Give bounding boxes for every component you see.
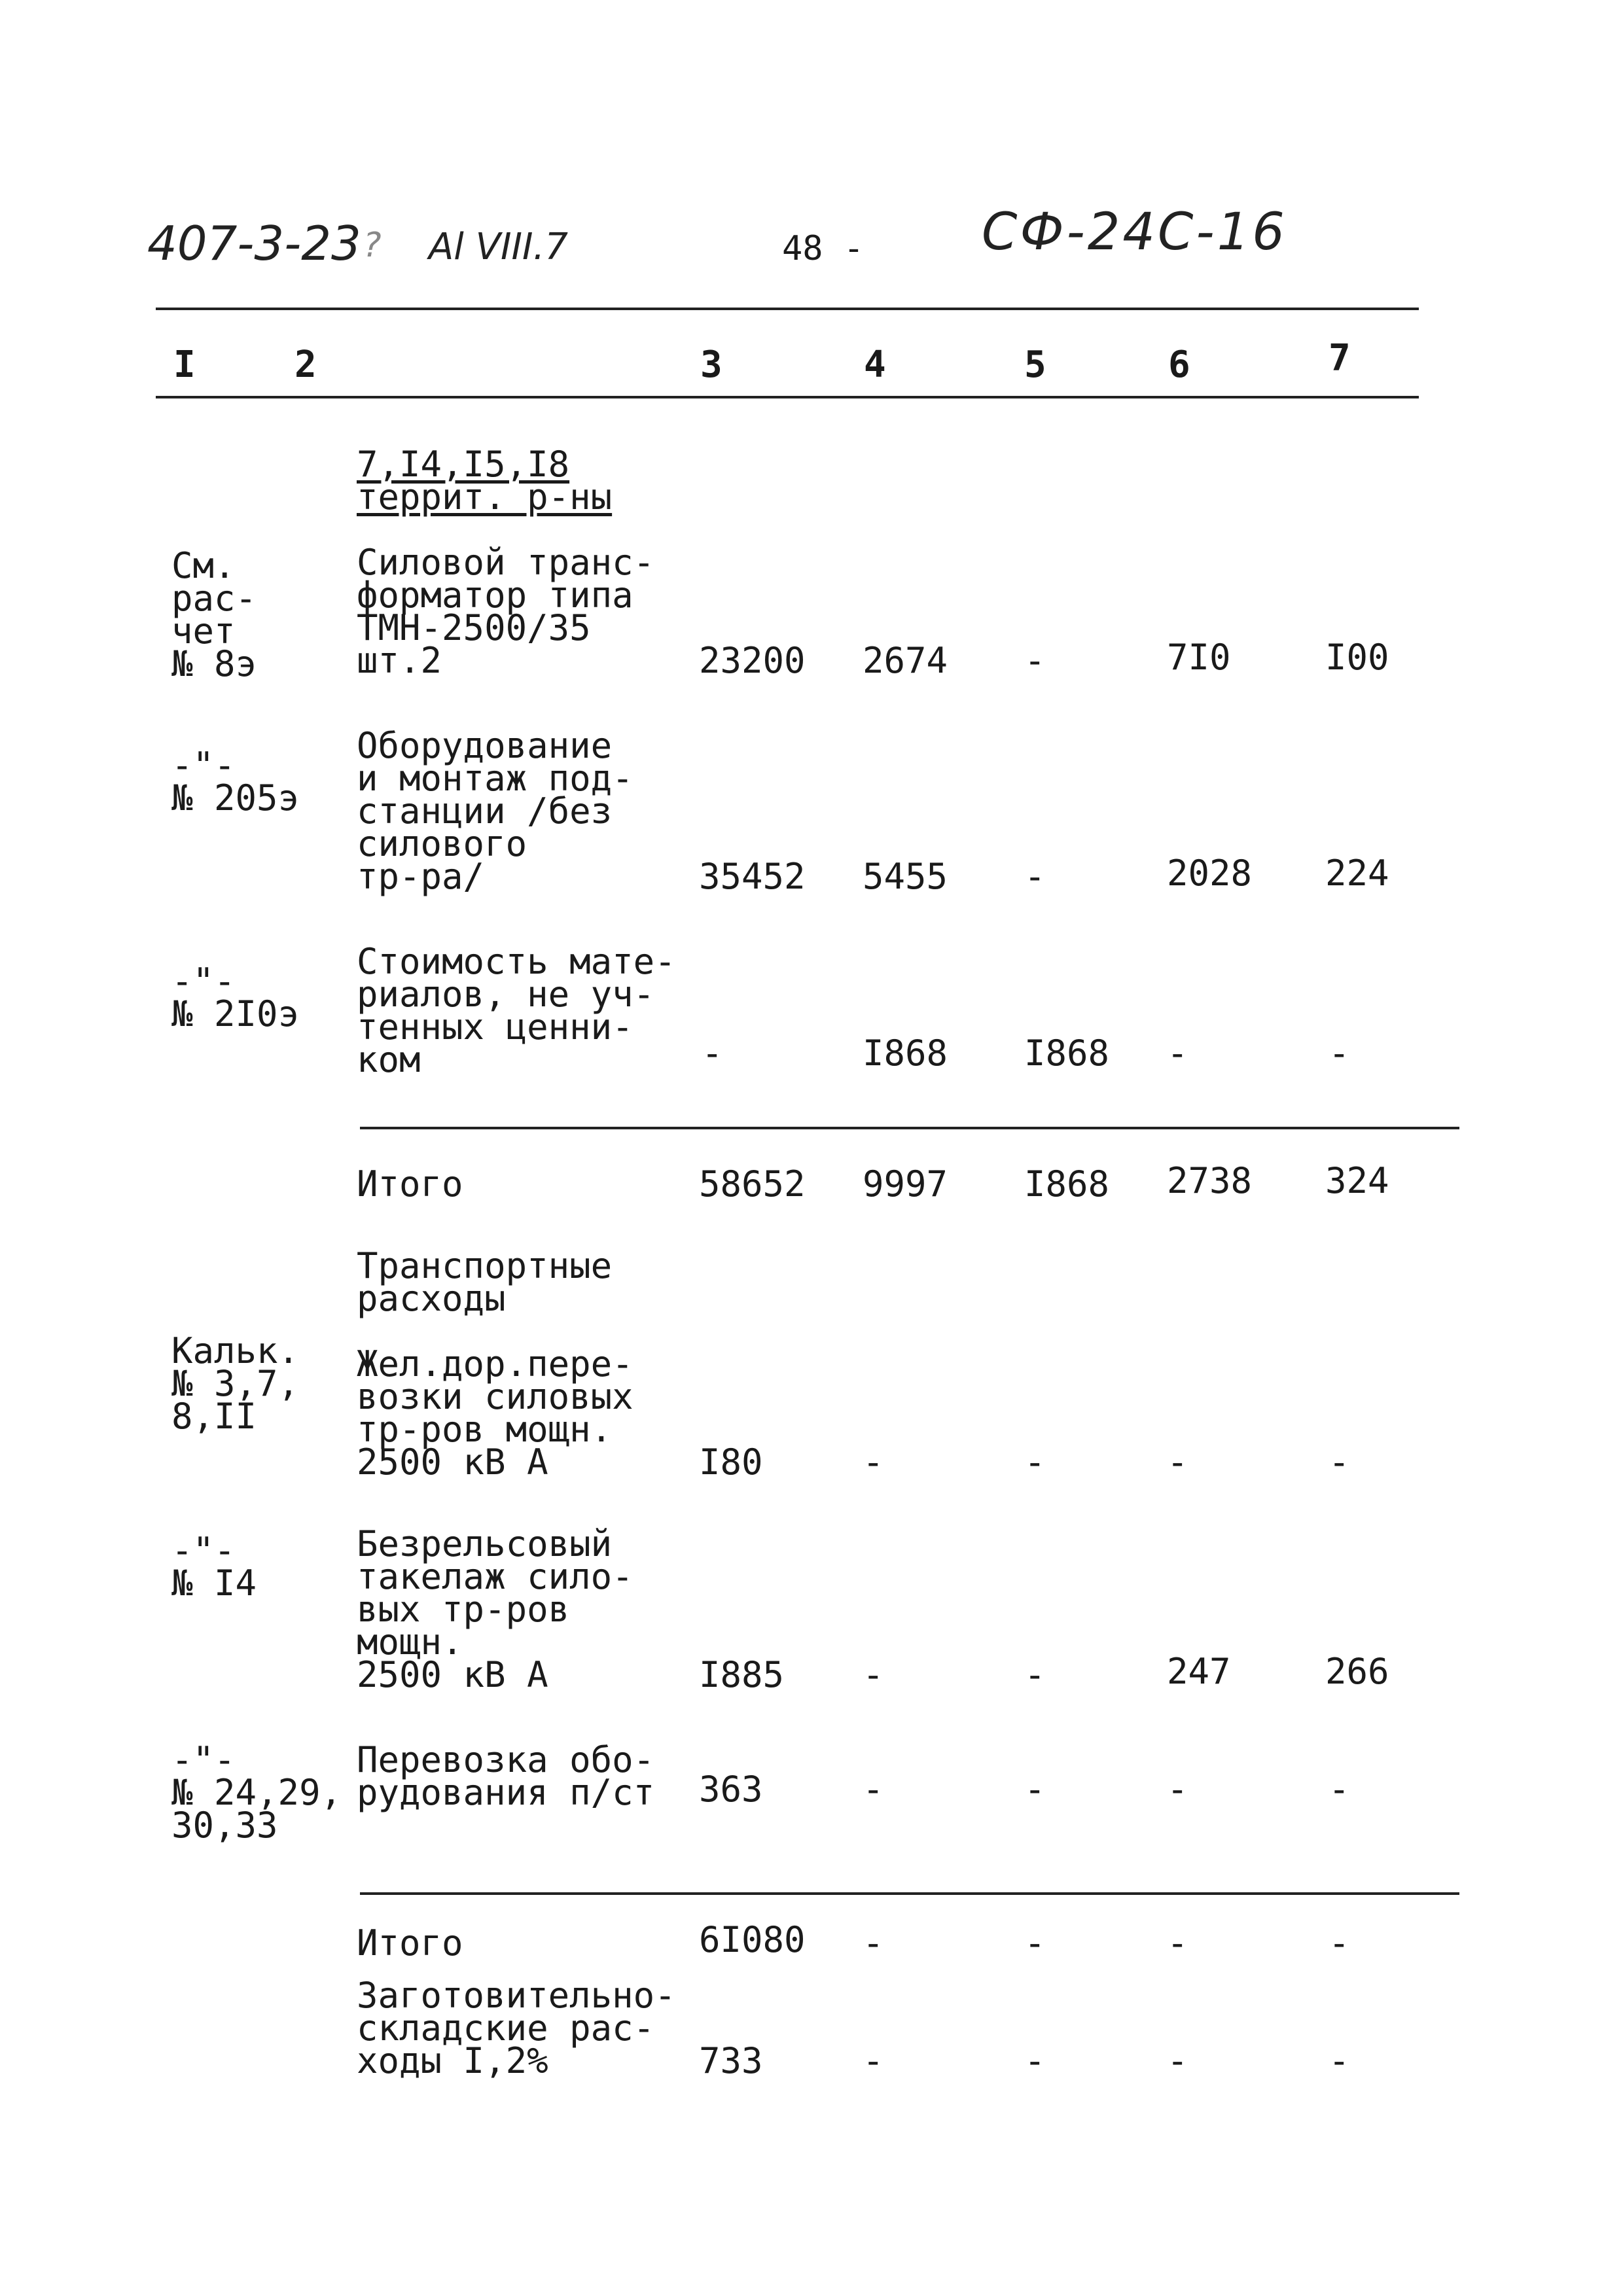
column-header-3: 3 [700,344,722,386]
table-row-ref: -"- № 205э [171,745,300,819]
table-cell-c3: 6I080 [699,1919,806,1960]
album-number: Al VIII.7 [429,226,568,268]
table-cell-c5: - [1024,1922,1046,1964]
table-cell-c7: I00 [1325,637,1389,678]
column-header-7: 7 [1329,337,1351,380]
table-row-desc: Заготовительно- складские рас- ходы I,2% [357,1975,676,2081]
table-cell-c6: 7I0 [1167,637,1231,678]
table-row-desc: Оборудование и монтаж под- станции /без силового тр-ра/ [357,725,633,897]
table-cell-c6: - [1167,1441,1188,1483]
table-cell-c7: - [1329,2040,1350,2081]
table-cell-c4: 9997 [863,1163,948,1205]
table-cell-c3: 363 [699,1769,763,1810]
table-row-ref: -"- № 24,29, 30,33 [171,1739,342,1846]
table-row-desc: Перевозка обо- рудования п/ст [357,1739,655,1813]
total-label: Итого [357,1922,463,1964]
table-cell-c3: 35452 [699,856,806,897]
table-row-desc: Стоимость мате- риалов, не уч- тенных ценни- ком [357,941,676,1080]
table-cell-c6: - [1167,1033,1188,1074]
subtotal-rule-2 [360,1892,1459,1895]
table-row-ref: Кальк. № 3,7, 8,II [171,1330,300,1437]
header-bottom-rule [156,396,1419,398]
document-code-suffix: ? [363,226,382,265]
table-cell-c5: - [1024,1441,1046,1483]
table-row-desc: Силовой транс- форматор типа ТМН-2500/35 шт.2 [357,542,655,681]
table-cell-c7: - [1329,1441,1350,1483]
table-cell-c5: - [1024,1654,1046,1695]
column-header-4: 4 [864,344,886,386]
table-cell-c3: I885 [699,1654,785,1695]
table-row-desc: Жел.дор.пере- возки силовых тр-ров мощн. 2500 кВ А [357,1343,633,1483]
column-header-6: 6 [1168,344,1190,386]
table-cell-c4: 2674 [863,640,948,681]
table-cell-c7: 224 [1325,853,1389,894]
table-cell-c5: - [1024,856,1046,897]
table-cell-c5: - [1024,640,1046,681]
table-cell-c5: - [1024,2040,1046,2081]
table-cell-c3: I80 [699,1441,763,1483]
table-cell-c7: 324 [1325,1160,1389,1201]
table-cell-c7: 266 [1325,1651,1389,1692]
table-cell-c3: - [702,1033,723,1074]
document-code: 407-3-23 [147,216,361,271]
table-cell-c4: - [863,1654,884,1695]
table-cell-c7: - [1329,1769,1350,1810]
sheet-code: СФ-24С-16 [982,203,1287,262]
table-row-ref: -"- № I4 [171,1530,257,1604]
column-header-5: 5 [1024,344,1046,386]
table-row-desc: Транспортные расходы [357,1245,613,1319]
table-cell-c5: - [1024,1769,1046,1810]
table-cell-c6: - [1167,1922,1188,1964]
header-top-rule [156,308,1419,310]
table-cell-c7: - [1329,1033,1350,1074]
table-cell-c3: 23200 [699,640,806,681]
page-number: 48 - [782,229,865,268]
table-cell-c4: - [863,1922,884,1964]
subtotal-rule-1 [360,1127,1459,1129]
column-header-2: 2 [294,344,317,386]
table-cell-c6: - [1167,1769,1188,1810]
table-cell-c3: 733 [699,2040,763,2081]
column-header-1: I [173,344,196,386]
table-cell-c5: I868 [1024,1033,1110,1074]
table-cell-c3: 58652 [699,1163,806,1205]
table-cell-c4: - [863,1441,884,1483]
table-cell-c4: - [863,2040,884,2081]
table-cell-c4: - [863,1769,884,1810]
subtotal-label: Итого [357,1163,463,1205]
table-cell-c6: 2028 [1167,853,1253,894]
table-cell-c4: 5455 [863,856,948,897]
table-cell-c5: I868 [1024,1163,1110,1205]
table-row-ref: См. рас- чет № 8э [171,545,257,684]
table-cell-c6: 247 [1167,1651,1231,1692]
table-cell-c7: - [1329,1922,1350,1964]
table-cell-c6: - [1167,2040,1188,2081]
table-cell-c4: I868 [863,1033,948,1074]
table-row-desc: Безрельсовый такелаж сило- вых тр-ров мощн. 2500 кВ А [357,1523,633,1695]
table-cell-c6: 2738 [1167,1160,1253,1201]
table-row-desc: 7,I4,I5,I8 террит. р-ны [357,444,613,518]
table-row-ref: -"- № 2I0э [171,961,300,1034]
